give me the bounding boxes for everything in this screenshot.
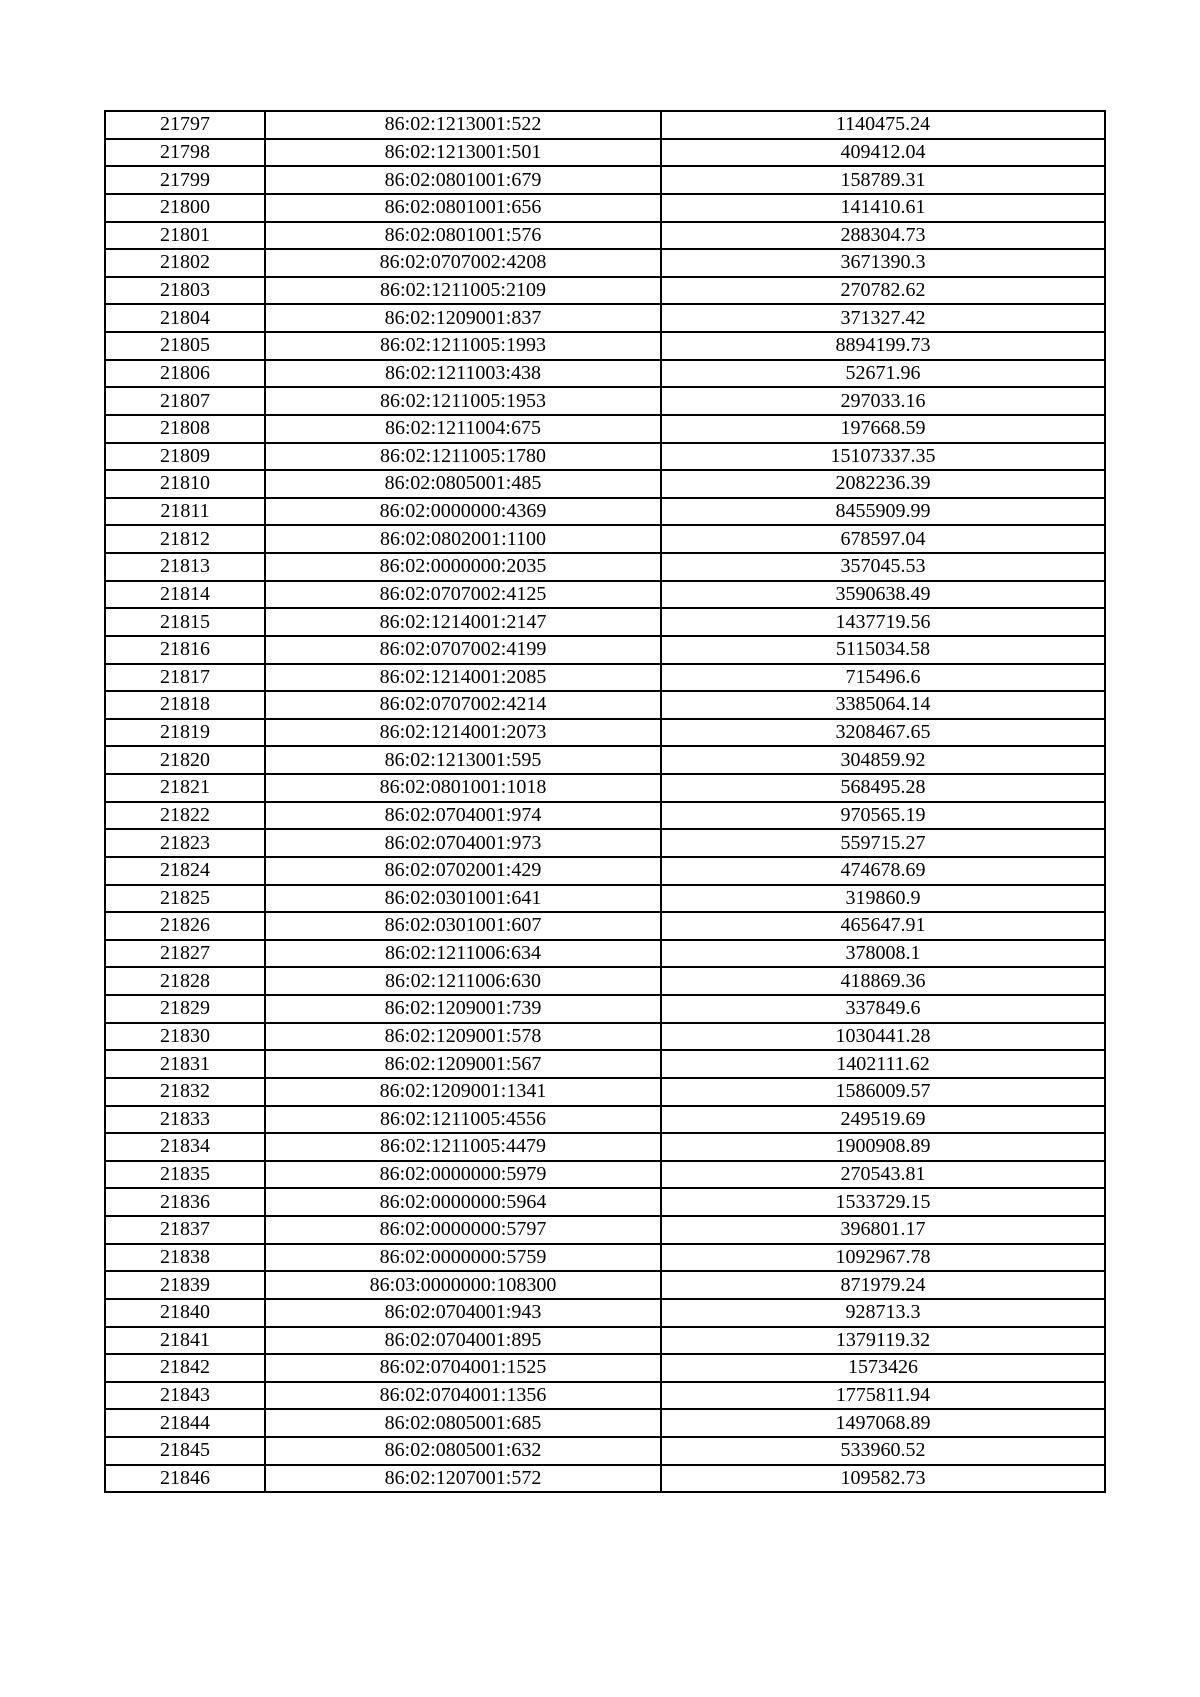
table-row xyxy=(105,1299,1105,1327)
table-row xyxy=(105,719,1105,747)
cadastral-number-cell: 86:02:0801001:679 xyxy=(265,166,661,194)
cadastral-number-cell: 86:02:0805001:685 xyxy=(265,1409,661,1437)
row-number-cell: 21825 xyxy=(105,885,265,913)
row-number-cell: 21829 xyxy=(105,995,265,1023)
table-row xyxy=(105,608,1105,636)
table-row xyxy=(105,691,1105,719)
table-row xyxy=(105,912,1105,940)
row-number-cell: 21841 xyxy=(105,1327,265,1355)
cadastral-number-cell: 86:02:1209001:567 xyxy=(265,1050,661,1078)
table-row xyxy=(105,802,1105,830)
cadastral-number-cell: 86:02:0704001:943 xyxy=(265,1299,661,1327)
row-number-cell: 21827 xyxy=(105,940,265,968)
value-cell: 1402111.62 xyxy=(661,1050,1105,1078)
value-cell: 15107337.35 xyxy=(661,443,1105,471)
row-number-cell: 21826 xyxy=(105,912,265,940)
row-number-cell: 21799 xyxy=(105,166,265,194)
table-row xyxy=(105,553,1105,581)
cadastral-value-table xyxy=(104,110,1106,1493)
value-cell: 970565.19 xyxy=(661,802,1105,830)
row-number-cell: 21816 xyxy=(105,636,265,664)
value-cell: 1533729.15 xyxy=(661,1188,1105,1216)
cadastral-number-cell: 86:02:0704001:974 xyxy=(265,802,661,830)
cadastral-number-cell: 86:02:1209001:1341 xyxy=(265,1078,661,1106)
value-cell: 1030441.28 xyxy=(661,1023,1105,1051)
cadastral-number-cell: 86:02:0000000:2035 xyxy=(265,553,661,581)
table-row xyxy=(105,222,1105,250)
table-row xyxy=(105,1023,1105,1051)
table-row xyxy=(105,1465,1105,1493)
table-row xyxy=(105,581,1105,609)
table-row xyxy=(105,166,1105,194)
value-cell: 141410.61 xyxy=(661,194,1105,222)
value-cell: 3208467.65 xyxy=(661,719,1105,747)
value-cell: 559715.27 xyxy=(661,829,1105,857)
table-row xyxy=(105,1271,1105,1299)
value-cell: 270543.81 xyxy=(661,1161,1105,1189)
cadastral-number-cell: 86:02:0801001:1018 xyxy=(265,774,661,802)
value-cell: 109582.73 xyxy=(661,1465,1105,1493)
row-number-cell: 21811 xyxy=(105,498,265,526)
row-number-cell: 21833 xyxy=(105,1106,265,1134)
row-number-cell: 21830 xyxy=(105,1023,265,1051)
row-number-cell: 21821 xyxy=(105,774,265,802)
row-number-cell: 21824 xyxy=(105,857,265,885)
row-number-cell: 21845 xyxy=(105,1437,265,1465)
table-row xyxy=(105,498,1105,526)
table-row xyxy=(105,360,1105,388)
row-number-cell: 21808 xyxy=(105,415,265,443)
table-row xyxy=(105,664,1105,692)
table-row xyxy=(105,194,1105,222)
table-body xyxy=(105,111,1105,1492)
row-number-cell: 21831 xyxy=(105,1050,265,1078)
cadastral-number-cell: 86:02:1211006:630 xyxy=(265,967,661,995)
row-number-cell: 21815 xyxy=(105,608,265,636)
value-cell: 1775811.94 xyxy=(661,1382,1105,1410)
table-row xyxy=(105,940,1105,968)
value-cell: 678597.04 xyxy=(661,525,1105,553)
value-cell: 1092967.78 xyxy=(661,1244,1105,1272)
row-number-cell: 21813 xyxy=(105,553,265,581)
table-row xyxy=(105,885,1105,913)
table-row xyxy=(105,304,1105,332)
value-cell: 533960.52 xyxy=(661,1437,1105,1465)
value-cell: 337849.6 xyxy=(661,995,1105,1023)
value-cell: 1379119.32 xyxy=(661,1327,1105,1355)
cadastral-number-cell: 86:02:0801001:656 xyxy=(265,194,661,222)
cadastral-number-cell: 86:02:0000000:5979 xyxy=(265,1161,661,1189)
row-number-cell: 21798 xyxy=(105,139,265,167)
cadastral-number-cell: 86:02:0704001:895 xyxy=(265,1327,661,1355)
value-cell: 474678.69 xyxy=(661,857,1105,885)
row-number-cell: 21817 xyxy=(105,664,265,692)
value-cell: 1140475.24 xyxy=(661,111,1105,139)
cadastral-number-cell: 86:02:0301001:607 xyxy=(265,912,661,940)
cadastral-number-cell: 86:02:1214001:2085 xyxy=(265,664,661,692)
cadastral-number-cell: 86:02:0000000:5964 xyxy=(265,1188,661,1216)
cadastral-number-cell: 86:02:1211005:1993 xyxy=(265,332,661,360)
cadastral-number-cell: 86:02:0301001:641 xyxy=(265,885,661,913)
value-cell: 158789.31 xyxy=(661,166,1105,194)
cadastral-number-cell: 86:02:1211005:1780 xyxy=(265,443,661,471)
table-row xyxy=(105,1188,1105,1216)
value-cell: 304859.92 xyxy=(661,746,1105,774)
row-number-cell: 21842 xyxy=(105,1354,265,1382)
table-row xyxy=(105,774,1105,802)
row-number-cell: 21814 xyxy=(105,581,265,609)
cadastral-number-cell: 86:02:0801001:576 xyxy=(265,222,661,250)
row-number-cell: 21806 xyxy=(105,360,265,388)
cadastral-number-cell: 86:02:0702001:429 xyxy=(265,857,661,885)
cadastral-number-cell: 86:02:0802001:1100 xyxy=(265,525,661,553)
row-number-cell: 21801 xyxy=(105,222,265,250)
table-row xyxy=(105,1078,1105,1106)
value-cell: 1900908.89 xyxy=(661,1133,1105,1161)
value-cell: 396801.17 xyxy=(661,1216,1105,1244)
cadastral-number-cell: 86:02:0704001:1525 xyxy=(265,1354,661,1382)
cadastral-number-cell: 86:02:1211005:2109 xyxy=(265,277,661,305)
value-cell: 8455909.99 xyxy=(661,498,1105,526)
row-number-cell: 21812 xyxy=(105,525,265,553)
row-number-cell: 21840 xyxy=(105,1299,265,1327)
table-row xyxy=(105,857,1105,885)
value-cell: 568495.28 xyxy=(661,774,1105,802)
value-cell: 465647.91 xyxy=(661,912,1105,940)
cadastral-number-cell: 86:02:1211004:675 xyxy=(265,415,661,443)
value-cell: 3671390.3 xyxy=(661,249,1105,277)
table-row xyxy=(105,636,1105,664)
row-number-cell: 21802 xyxy=(105,249,265,277)
table-row xyxy=(105,332,1105,360)
table-row xyxy=(105,1354,1105,1382)
cadastral-number-cell: 86:02:0000000:5797 xyxy=(265,1216,661,1244)
cadastral-number-cell: 86:02:0707002:4125 xyxy=(265,581,661,609)
value-cell: 319860.9 xyxy=(661,885,1105,913)
value-cell: 1437719.56 xyxy=(661,608,1105,636)
row-number-cell: 21822 xyxy=(105,802,265,830)
cadastral-number-cell: 86:02:1209001:578 xyxy=(265,1023,661,1051)
table-row xyxy=(105,1133,1105,1161)
value-cell: 1586009.57 xyxy=(661,1078,1105,1106)
cadastral-number-cell: 86:02:1213001:595 xyxy=(265,746,661,774)
row-number-cell: 21820 xyxy=(105,746,265,774)
cadastral-number-cell: 86:02:0805001:485 xyxy=(265,470,661,498)
table-row xyxy=(105,470,1105,498)
table-row xyxy=(105,415,1105,443)
table-row xyxy=(105,139,1105,167)
value-cell: 52671.96 xyxy=(661,360,1105,388)
table-row xyxy=(105,995,1105,1023)
row-number-cell: 21844 xyxy=(105,1409,265,1437)
cadastral-number-cell: 86:02:1214001:2147 xyxy=(265,608,661,636)
table-row xyxy=(105,525,1105,553)
cadastral-number-cell: 86:02:0707002:4214 xyxy=(265,691,661,719)
cadastral-number-cell: 86:02:1211005:4479 xyxy=(265,1133,661,1161)
value-cell: 270782.62 xyxy=(661,277,1105,305)
table-row xyxy=(105,277,1105,305)
value-cell: 409412.04 xyxy=(661,139,1105,167)
table-row xyxy=(105,1161,1105,1189)
value-cell: 371327.42 xyxy=(661,304,1105,332)
table-row xyxy=(105,1244,1105,1272)
cadastral-number-cell: 86:02:1209001:739 xyxy=(265,995,661,1023)
row-number-cell: 21836 xyxy=(105,1188,265,1216)
table-row xyxy=(105,1327,1105,1355)
row-number-cell: 21835 xyxy=(105,1161,265,1189)
row-number-cell: 21810 xyxy=(105,470,265,498)
value-cell: 1497068.89 xyxy=(661,1409,1105,1437)
cadastral-number-cell: 86:02:1209001:837 xyxy=(265,304,661,332)
cadastral-number-cell: 86:02:1211005:1953 xyxy=(265,387,661,415)
table-row xyxy=(105,1050,1105,1078)
cadastral-number-cell: 86:02:1207001:572 xyxy=(265,1465,661,1493)
cadastral-number-cell: 86:02:1211006:634 xyxy=(265,940,661,968)
table-row xyxy=(105,443,1105,471)
row-number-cell: 21839 xyxy=(105,1271,265,1299)
cadastral-number-cell: 86:03:0000000:108300 xyxy=(265,1271,661,1299)
value-cell: 418869.36 xyxy=(661,967,1105,995)
value-cell: 3385064.14 xyxy=(661,691,1105,719)
value-cell: 8894199.73 xyxy=(661,332,1105,360)
table-row xyxy=(105,1216,1105,1244)
table-row xyxy=(105,1437,1105,1465)
row-number-cell: 21807 xyxy=(105,387,265,415)
value-cell: 3590638.49 xyxy=(661,581,1105,609)
cadastral-number-cell: 86:02:0805001:632 xyxy=(265,1437,661,1465)
row-number-cell: 21804 xyxy=(105,304,265,332)
row-number-cell: 21805 xyxy=(105,332,265,360)
row-number-cell: 21819 xyxy=(105,719,265,747)
row-number-cell: 21838 xyxy=(105,1244,265,1272)
table-row xyxy=(105,746,1105,774)
value-cell: 715496.6 xyxy=(661,664,1105,692)
row-number-cell: 21832 xyxy=(105,1078,265,1106)
table-row xyxy=(105,249,1105,277)
value-cell: 928713.3 xyxy=(661,1299,1105,1327)
row-number-cell: 21800 xyxy=(105,194,265,222)
table-row xyxy=(105,111,1105,139)
value-cell: 5115034.58 xyxy=(661,636,1105,664)
row-number-cell: 21809 xyxy=(105,443,265,471)
value-cell: 357045.53 xyxy=(661,553,1105,581)
table-row xyxy=(105,1409,1105,1437)
row-number-cell: 21823 xyxy=(105,829,265,857)
row-number-cell: 21828 xyxy=(105,967,265,995)
value-cell: 197668.59 xyxy=(661,415,1105,443)
cadastral-number-cell: 86:02:1211005:4556 xyxy=(265,1106,661,1134)
row-number-cell: 21797 xyxy=(105,111,265,139)
row-number-cell: 21803 xyxy=(105,277,265,305)
value-cell: 1573426 xyxy=(661,1354,1105,1382)
cadastral-number-cell: 86:02:0707002:4208 xyxy=(265,249,661,277)
row-number-cell: 21818 xyxy=(105,691,265,719)
table-row xyxy=(105,387,1105,415)
cadastral-number-cell: 86:02:0000000:4369 xyxy=(265,498,661,526)
table-row xyxy=(105,1106,1105,1134)
value-cell: 288304.73 xyxy=(661,222,1105,250)
cadastral-number-cell: 86:02:1214001:2073 xyxy=(265,719,661,747)
row-number-cell: 21846 xyxy=(105,1465,265,1493)
row-number-cell: 21834 xyxy=(105,1133,265,1161)
cadastral-number-cell: 86:02:0000000:5759 xyxy=(265,1244,661,1272)
table-row xyxy=(105,829,1105,857)
cadastral-number-cell: 86:02:1211003:438 xyxy=(265,360,661,388)
cadastral-number-cell: 86:02:0704001:973 xyxy=(265,829,661,857)
cadastral-number-cell: 86:02:0707002:4199 xyxy=(265,636,661,664)
value-cell: 378008.1 xyxy=(661,940,1105,968)
table-row xyxy=(105,967,1105,995)
cadastral-number-cell: 86:02:1213001:501 xyxy=(265,139,661,167)
cadastral-number-cell: 86:02:0704001:1356 xyxy=(265,1382,661,1410)
value-cell: 871979.24 xyxy=(661,1271,1105,1299)
cadastral-number-cell: 86:02:1213001:522 xyxy=(265,111,661,139)
value-cell: 249519.69 xyxy=(661,1106,1105,1134)
table-row xyxy=(105,1382,1105,1410)
row-number-cell: 21837 xyxy=(105,1216,265,1244)
value-cell: 297033.16 xyxy=(661,387,1105,415)
row-number-cell: 21843 xyxy=(105,1382,265,1410)
value-cell: 2082236.39 xyxy=(661,470,1105,498)
